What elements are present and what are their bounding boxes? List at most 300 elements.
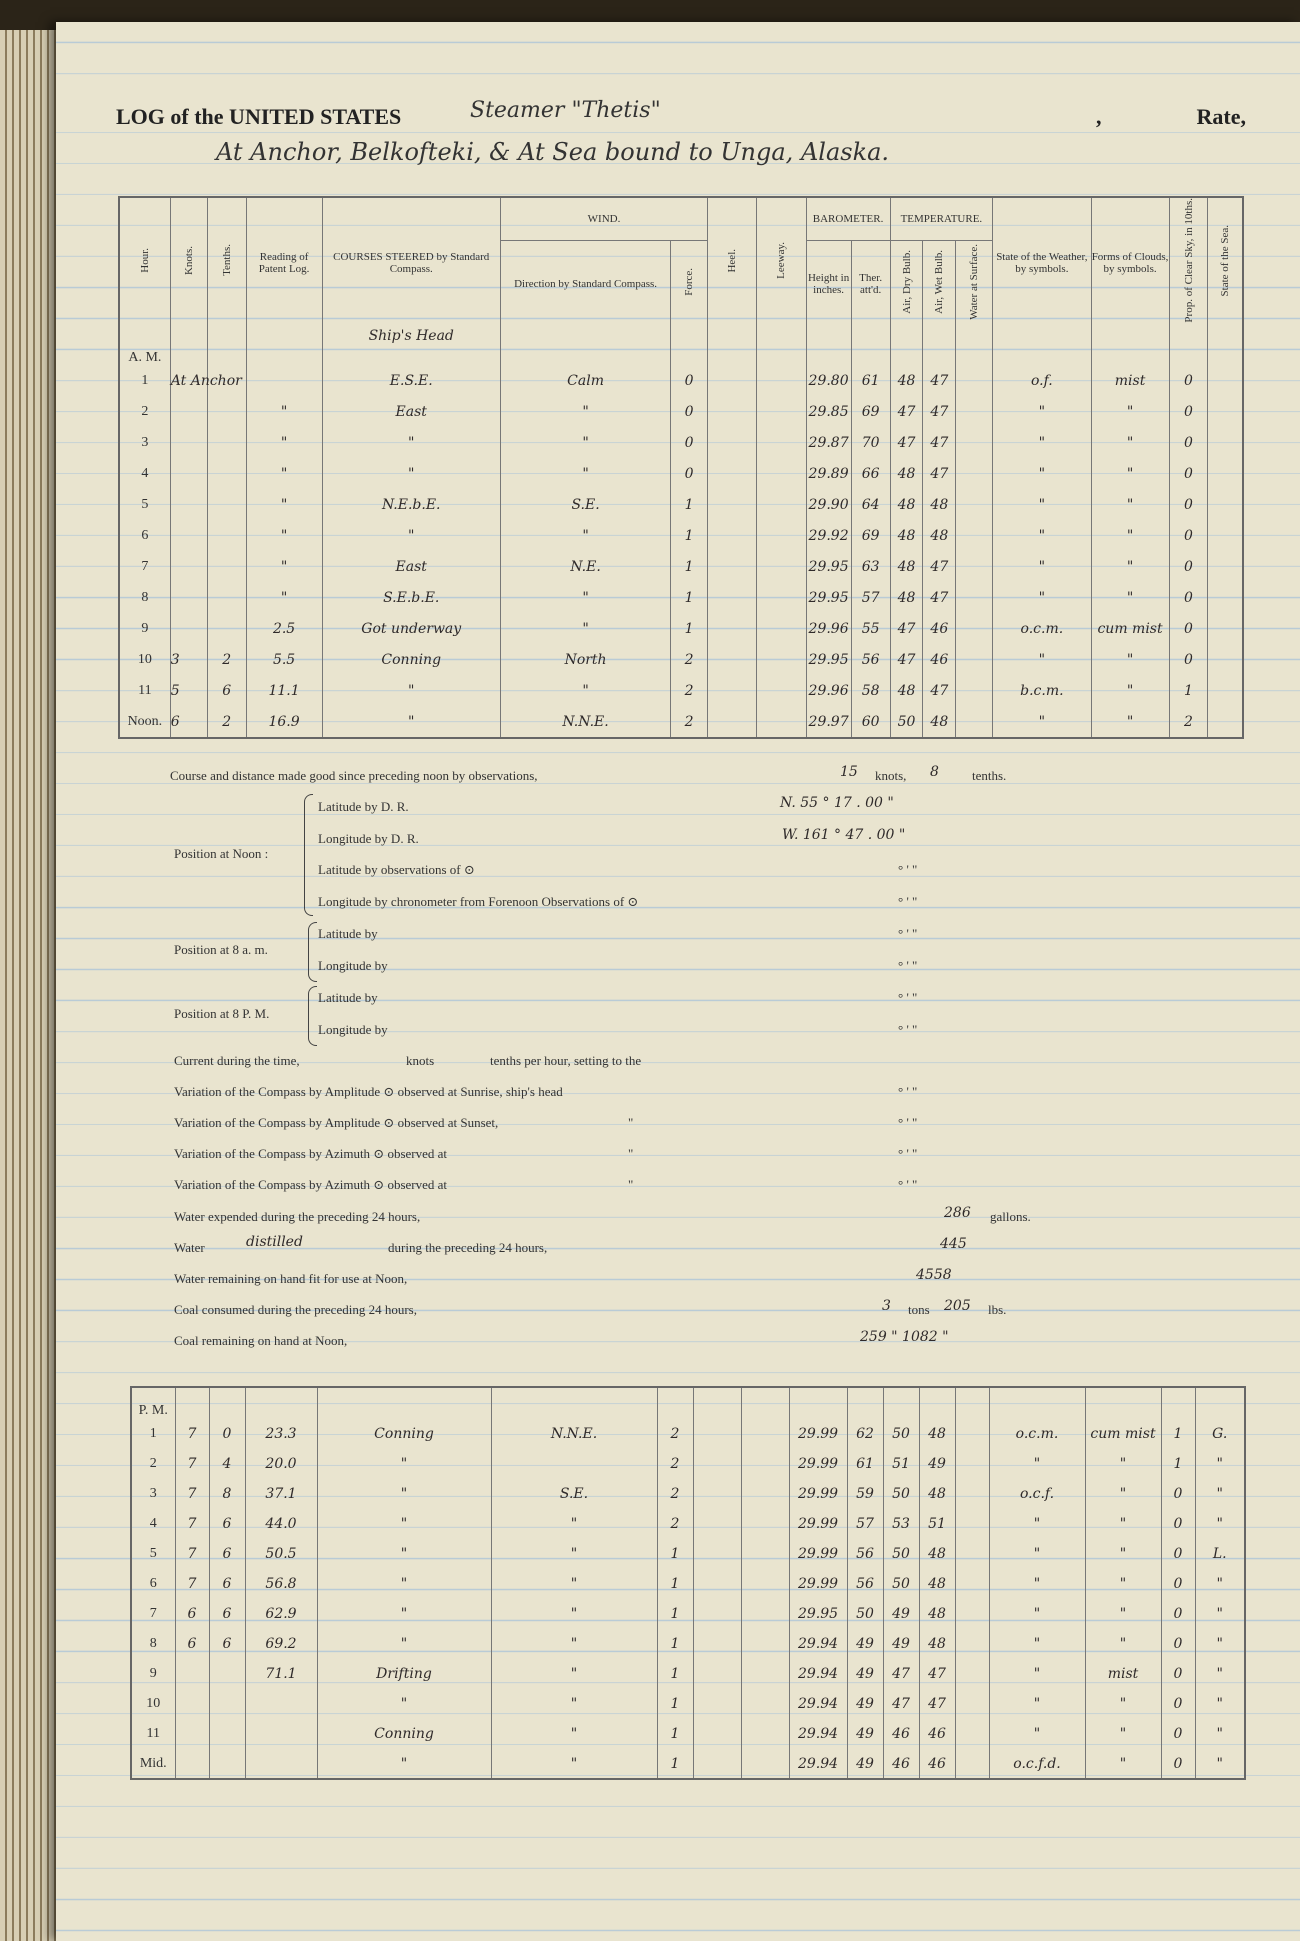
pm-cell-clear: 1 bbox=[1161, 1449, 1195, 1479]
pm-cell-force: 1 bbox=[657, 1659, 693, 1689]
am-cell-tenths: 2 bbox=[207, 707, 246, 738]
position-noon-label: Position at Noon : bbox=[174, 846, 269, 861]
pm-cell-empty bbox=[693, 1689, 741, 1719]
lon-dr-label: Longitude by D. R. bbox=[318, 831, 419, 846]
pm-cell-height: 29.99 bbox=[789, 1419, 847, 1449]
lon-8am-label: Longitude by bbox=[318, 958, 388, 973]
am-cell-ther: 69 bbox=[851, 397, 890, 428]
am-cell-empty bbox=[757, 614, 806, 645]
am-cell-weather: b.c.m. bbox=[993, 676, 1091, 707]
pm-cell-force: 1 bbox=[657, 1629, 693, 1659]
pm-log-table bbox=[130, 1386, 1246, 1780]
am-cell-knots bbox=[170, 428, 207, 459]
lat-dr-value: N. 55 ° 17 . 00 " bbox=[780, 795, 894, 811]
am-cell-wet: 47 bbox=[923, 676, 956, 707]
am-cell-tenths bbox=[207, 397, 246, 428]
am-cell-empty bbox=[757, 366, 806, 397]
am-cell-course: E.S.E. bbox=[322, 366, 500, 397]
am-cell-wind: " bbox=[500, 676, 670, 707]
am-row bbox=[119, 583, 1243, 614]
am-cell-wind: " bbox=[500, 583, 670, 614]
pm-cell-tenths bbox=[209, 1719, 245, 1749]
pm-cell-clouds: mist bbox=[1085, 1659, 1161, 1689]
am-cell-tenths bbox=[207, 521, 246, 552]
current-tenths: tenths per hour, setting to the bbox=[490, 1053, 642, 1068]
pm-cell-wet: 48 bbox=[919, 1419, 955, 1449]
am-cell-empty bbox=[757, 552, 806, 583]
pm-row bbox=[131, 1449, 1245, 1479]
pm-cell-empty bbox=[741, 1689, 789, 1719]
pm-cell-knots: 7 bbox=[175, 1569, 209, 1599]
am-cell-log: " bbox=[246, 583, 322, 614]
pm-cell-force: 1 bbox=[657, 1749, 693, 1779]
am-cell-force: 1 bbox=[671, 583, 708, 614]
pm-cell-force: 1 bbox=[657, 1569, 693, 1599]
am-cell-sea bbox=[1208, 490, 1243, 521]
am-cell-hour: 6 bbox=[119, 521, 170, 552]
pm-cell-force: 1 bbox=[657, 1599, 693, 1629]
am-cell-dry: 48 bbox=[890, 552, 923, 583]
am-cell-empty bbox=[708, 552, 757, 583]
ships-head-note: Ship's Head bbox=[322, 328, 500, 366]
pm-cell-knots: 6 bbox=[175, 1599, 209, 1629]
water-word: Water bbox=[174, 1240, 205, 1255]
am-cell-knots bbox=[170, 614, 207, 645]
am-cell-log: 5.5 bbox=[246, 645, 322, 676]
pm-cell-wet: 48 bbox=[919, 1629, 955, 1659]
am-cell-wet: 47 bbox=[923, 397, 956, 428]
pm-cell-empty bbox=[693, 1539, 741, 1569]
am-cell-dry: 47 bbox=[890, 614, 923, 645]
col-air-wet: Air, Wet Bulb. bbox=[933, 249, 946, 314]
pm-cell-wet: 48 bbox=[919, 1479, 955, 1509]
am-cell-force: 2 bbox=[671, 707, 708, 738]
col-wind-direction: Direction by Standard Compass. bbox=[500, 240, 670, 328]
am-cell-wind: North bbox=[500, 645, 670, 676]
am-cell-force: 1 bbox=[671, 552, 708, 583]
voyage-subtitle: At Anchor, Belkofteki, & At Sea bound to Unga, Alaska. bbox=[216, 138, 890, 166]
pm-cell-clouds: " bbox=[1085, 1629, 1161, 1659]
pm-cell-ther: 50 bbox=[847, 1599, 883, 1629]
pm-cell-hour: 4 bbox=[131, 1509, 175, 1539]
pm-cell-empty bbox=[955, 1689, 989, 1719]
lbs-word: lbs. bbox=[988, 1302, 1007, 1317]
am-cell-force: 1 bbox=[671, 521, 708, 552]
rate-label: Rate, bbox=[1196, 104, 1246, 129]
am-cell-course: East bbox=[322, 552, 500, 583]
am-cell-sea bbox=[1208, 552, 1243, 583]
pm-cell-empty bbox=[955, 1479, 989, 1509]
am-cell-wind: " bbox=[500, 614, 670, 645]
pm-cell-clear: 0 bbox=[1161, 1539, 1195, 1569]
am-cell-empty bbox=[757, 583, 806, 614]
col-knots: Knots. bbox=[182, 245, 195, 275]
am-cell-sea bbox=[1208, 583, 1243, 614]
pm-cell-empty bbox=[955, 1419, 989, 1449]
am-cell-water bbox=[956, 521, 993, 552]
col-barometer: BAROMETER. bbox=[806, 197, 890, 240]
sunset-ditto: " bbox=[628, 1115, 634, 1130]
pm-cell-log: 62.9 bbox=[245, 1599, 317, 1629]
pm-cell-wind: " bbox=[491, 1509, 657, 1539]
pm-cell-course: " bbox=[317, 1689, 491, 1719]
am-cell-clouds: " bbox=[1091, 707, 1169, 738]
pm-cell-height: 29.95 bbox=[789, 1599, 847, 1629]
pm-cell-log: 23.3 bbox=[245, 1419, 317, 1449]
am-label: A. M. bbox=[119, 328, 170, 366]
lat-8pm-label: Latitude by bbox=[318, 990, 378, 1005]
am-cell-height: 29.95 bbox=[806, 583, 851, 614]
am-cell-wind: Calm bbox=[500, 366, 670, 397]
pm-row bbox=[131, 1419, 1245, 1449]
pm-cell-clear: 0 bbox=[1161, 1569, 1195, 1599]
pm-cell-log bbox=[245, 1719, 317, 1749]
pm-cell-weather: " bbox=[989, 1449, 1085, 1479]
course-distance-label: Course and distance made good since preceding noon by observations, bbox=[170, 768, 538, 783]
am-cell-clear: 0 bbox=[1169, 645, 1208, 676]
am-cell-empty bbox=[708, 614, 757, 645]
tons-word: tons bbox=[908, 1302, 930, 1317]
pm-cell-empty bbox=[693, 1749, 741, 1779]
am-cell-water bbox=[956, 459, 993, 490]
pm-cell-empty bbox=[955, 1449, 989, 1479]
am-cell-dry: 48 bbox=[890, 459, 923, 490]
sunset-marks: ° ' " bbox=[898, 1115, 918, 1130]
col-height: Height in inches. bbox=[806, 240, 851, 328]
pm-cell-empty bbox=[955, 1629, 989, 1659]
am-row bbox=[119, 459, 1243, 490]
am-cell-knots bbox=[170, 459, 207, 490]
am-cell-wind: " bbox=[500, 428, 670, 459]
pm-cell-dry: 49 bbox=[883, 1629, 919, 1659]
am-cell-tenths bbox=[207, 614, 246, 645]
am-cell-height: 29.95 bbox=[806, 645, 851, 676]
pm-row bbox=[131, 1719, 1245, 1749]
pm-cell-knots bbox=[175, 1749, 209, 1779]
am-cell-sea bbox=[1208, 676, 1243, 707]
am-cell-hour: 9 bbox=[119, 614, 170, 645]
pm-cell-clouds: " bbox=[1085, 1509, 1161, 1539]
pm-row bbox=[131, 1539, 1245, 1569]
pm-cell-ther: 49 bbox=[847, 1659, 883, 1689]
pm-cell-empty bbox=[741, 1659, 789, 1689]
pm-cell-dry: 50 bbox=[883, 1569, 919, 1599]
pm-cell-log: 56.8 bbox=[245, 1569, 317, 1599]
am-cell-clouds: " bbox=[1091, 428, 1169, 459]
am-row bbox=[119, 707, 1243, 738]
pm-cell-wet: 48 bbox=[919, 1569, 955, 1599]
am-cell-clouds: " bbox=[1091, 552, 1169, 583]
pm-cell-empty bbox=[693, 1509, 741, 1539]
pm-cell-force: 2 bbox=[657, 1419, 693, 1449]
pm-cell-dry: 51 bbox=[883, 1449, 919, 1479]
am-cell-wind: " bbox=[500, 521, 670, 552]
am-cell-knots: 3 bbox=[170, 645, 207, 676]
pm-cell-clouds: " bbox=[1085, 1539, 1161, 1569]
am-cell-sea bbox=[1208, 459, 1243, 490]
pm-cell-empty bbox=[693, 1449, 741, 1479]
pm-cell-course: " bbox=[317, 1569, 491, 1599]
am-cell-hour: 3 bbox=[119, 428, 170, 459]
azimuth-1-ditto: " bbox=[628, 1146, 634, 1161]
sunrise-marks: ° ' " bbox=[898, 1084, 918, 1099]
pm-cell-tenths: 6 bbox=[209, 1509, 245, 1539]
pm-cell-wind: " bbox=[491, 1659, 657, 1689]
am-row bbox=[119, 552, 1243, 583]
pm-cell-empty bbox=[693, 1479, 741, 1509]
pm-cell-empty bbox=[955, 1539, 989, 1569]
col-heel: Heel. bbox=[726, 248, 739, 273]
pm-cell-hour: 8 bbox=[131, 1629, 175, 1659]
am-cell-weather: " bbox=[993, 428, 1091, 459]
am-cell-force: 1 bbox=[671, 490, 708, 521]
pm-cell-course: " bbox=[317, 1539, 491, 1569]
pm-cell-weather: " bbox=[989, 1659, 1085, 1689]
book-binding bbox=[0, 30, 56, 1941]
pm-cell-clouds: " bbox=[1085, 1689, 1161, 1719]
pm-cell-tenths: 6 bbox=[209, 1629, 245, 1659]
pm-cell-hour: 11 bbox=[131, 1719, 175, 1749]
pm-cell-weather: o.c.f.d. bbox=[989, 1749, 1085, 1779]
am-cell-dry: 48 bbox=[890, 521, 923, 552]
pm-cell-knots: 7 bbox=[175, 1509, 209, 1539]
pm-cell-wet: 47 bbox=[919, 1689, 955, 1719]
am-cell-tenths: 6 bbox=[207, 676, 246, 707]
am-cell-dry: 48 bbox=[890, 366, 923, 397]
pm-cell-sea: " bbox=[1195, 1719, 1245, 1749]
am-cell-ther: 55 bbox=[851, 614, 890, 645]
am-cell-wet: 48 bbox=[923, 490, 956, 521]
am-cell-water bbox=[956, 614, 993, 645]
pm-cell-ther: 49 bbox=[847, 1749, 883, 1779]
pm-cell-force: 2 bbox=[657, 1509, 693, 1539]
pm-cell-course: " bbox=[317, 1479, 491, 1509]
pm-cell-course: " bbox=[317, 1749, 491, 1779]
am-cell-force: 2 bbox=[671, 676, 708, 707]
col-tenths: Tenths. bbox=[220, 244, 233, 277]
am-cell-hour: 7 bbox=[119, 552, 170, 583]
am-cell-wet: 47 bbox=[923, 552, 956, 583]
col-water-surface: Water at Surface. bbox=[968, 243, 981, 320]
pm-cell-height: 29.99 bbox=[789, 1449, 847, 1479]
am-cell-wind: " bbox=[500, 397, 670, 428]
pm-cell-log: 37.1 bbox=[245, 1479, 317, 1509]
am-cell-log: 2.5 bbox=[246, 614, 322, 645]
pm-cell-hour: 10 bbox=[131, 1689, 175, 1719]
am-cell-weather: o.f. bbox=[993, 366, 1091, 397]
variation-azimuth-2: Variation of the Compass by Azimuth ⊙ observed at bbox=[174, 1177, 448, 1192]
pm-cell-clear: 0 bbox=[1161, 1749, 1195, 1779]
pm-cell-weather: " bbox=[989, 1539, 1085, 1569]
pm-row bbox=[131, 1509, 1245, 1539]
am-cell-tenths bbox=[207, 583, 246, 614]
pm-cell-log: 69.2 bbox=[245, 1629, 317, 1659]
pm-cell-empty bbox=[741, 1599, 789, 1629]
variation-sunrise: Variation of the Compass by Amplitude ⊙ observed at Sunrise, ship's head bbox=[174, 1084, 563, 1099]
am-cell-dry: 48 bbox=[890, 676, 923, 707]
am-cell-water bbox=[956, 397, 993, 428]
am-cell-ther: 60 bbox=[851, 707, 890, 738]
pm-cell-clear: 0 bbox=[1161, 1659, 1195, 1689]
am-cell-course: East bbox=[322, 397, 500, 428]
am-cell-weather: " bbox=[993, 459, 1091, 490]
am-cell-dry: 48 bbox=[890, 490, 923, 521]
am-cell-wind: N.N.E. bbox=[500, 707, 670, 738]
am-cell-clear: 0 bbox=[1169, 614, 1208, 645]
pm-cell-empty bbox=[693, 1569, 741, 1599]
azimuth-2-ditto: " bbox=[628, 1177, 634, 1192]
am-cell-log: 11.1 bbox=[246, 676, 322, 707]
am-cell-wet: 47 bbox=[923, 366, 956, 397]
pm-cell-empty bbox=[693, 1659, 741, 1689]
pm-cell-ther: 49 bbox=[847, 1689, 883, 1719]
pm-cell-course: " bbox=[317, 1449, 491, 1479]
lat-8pm-marks: ° ' " bbox=[898, 990, 918, 1005]
pm-cell-hour: 9 bbox=[131, 1659, 175, 1689]
pm-cell-clear: 0 bbox=[1161, 1599, 1195, 1629]
pm-cell-knots bbox=[175, 1719, 209, 1749]
log-title: LOG of the UNITED STATES bbox=[116, 104, 402, 129]
col-clear-sky: Prop. of Clear Sky, in 10ths. bbox=[1182, 198, 1195, 323]
pm-cell-weather: " bbox=[989, 1509, 1085, 1539]
lat-8am-marks: ° ' " bbox=[898, 926, 918, 941]
vessel-name: Steamer "Thetis" bbox=[470, 98, 661, 123]
pm-cell-tenths bbox=[209, 1689, 245, 1719]
am-cell-clouds: " bbox=[1091, 645, 1169, 676]
pm-row bbox=[131, 1599, 1245, 1629]
log-header bbox=[116, 98, 1246, 138]
am-cell-knots bbox=[170, 552, 207, 583]
pm-cell-knots: 7 bbox=[175, 1449, 209, 1479]
pm-cell-empty bbox=[955, 1749, 989, 1779]
pm-cell-empty bbox=[955, 1599, 989, 1629]
pm-cell-hour: 2 bbox=[131, 1449, 175, 1479]
position-8pm-label: Position at 8 P. M. bbox=[174, 1006, 270, 1021]
pm-cell-log bbox=[245, 1749, 317, 1779]
pm-cell-log: 71.1 bbox=[245, 1659, 317, 1689]
lon-chron-label: Longitude by chronometer from Forenoon Observations of ⊙ bbox=[318, 894, 639, 909]
am-cell-course: " bbox=[322, 459, 500, 490]
am-cell-ther: 61 bbox=[851, 366, 890, 397]
am-cell-empty bbox=[757, 645, 806, 676]
pm-cell-ther: 49 bbox=[847, 1719, 883, 1749]
pm-cell-tenths: 4 bbox=[209, 1449, 245, 1479]
am-cell-knots bbox=[170, 583, 207, 614]
am-cell-clouds: " bbox=[1091, 397, 1169, 428]
pm-cell-force: 2 bbox=[657, 1449, 693, 1479]
pm-cell-empty bbox=[693, 1419, 741, 1449]
pm-cell-force: 1 bbox=[657, 1719, 693, 1749]
am-row bbox=[119, 490, 1243, 521]
pm-cell-knots bbox=[175, 1659, 209, 1689]
am-cell-knots bbox=[170, 490, 207, 521]
pm-cell-clear: 0 bbox=[1161, 1509, 1195, 1539]
pm-cell-tenths: 0 bbox=[209, 1419, 245, 1449]
am-cell-wet: 48 bbox=[923, 707, 956, 738]
pm-cell-clouds: " bbox=[1085, 1479, 1161, 1509]
pm-cell-wind: " bbox=[491, 1689, 657, 1719]
lon-8am-marks: ° ' " bbox=[898, 958, 918, 973]
pm-cell-log: 20.0 bbox=[245, 1449, 317, 1479]
pm-cell-sea: " bbox=[1195, 1479, 1245, 1509]
am-cell-dry: 50 bbox=[890, 707, 923, 738]
pm-cell-knots: 6 bbox=[175, 1629, 209, 1659]
pm-cell-height: 29.94 bbox=[789, 1749, 847, 1779]
col-sea: State of the Sea. bbox=[1219, 224, 1232, 297]
am-cell-wet: 48 bbox=[923, 521, 956, 552]
am-row bbox=[119, 676, 1243, 707]
am-cell-empty bbox=[757, 459, 806, 490]
am-cell-tenths bbox=[207, 490, 246, 521]
lon-dr-value: W. 161 ° 47 . 00 " bbox=[782, 827, 906, 843]
pm-cell-dry: 53 bbox=[883, 1509, 919, 1539]
pm-cell-height: 29.94 bbox=[789, 1719, 847, 1749]
am-cell-sea bbox=[1208, 397, 1243, 428]
pm-cell-dry: 49 bbox=[883, 1599, 919, 1629]
am-cell-empty bbox=[757, 397, 806, 428]
pm-cell-weather: " bbox=[989, 1629, 1085, 1659]
am-cell-water bbox=[956, 583, 993, 614]
pm-cell-empty bbox=[955, 1719, 989, 1749]
am-cell-water bbox=[956, 676, 993, 707]
col-air-dry: Air, Dry Bulb. bbox=[900, 249, 913, 314]
am-cell-clouds: " bbox=[1091, 521, 1169, 552]
am-cell-clouds: " bbox=[1091, 583, 1169, 614]
pm-row bbox=[131, 1479, 1245, 1509]
pm-cell-ther: 59 bbox=[847, 1479, 883, 1509]
pm-cell-weather: " bbox=[989, 1569, 1085, 1599]
water-expended-value: 286 bbox=[944, 1205, 971, 1221]
pm-cell-course: Conning bbox=[317, 1419, 491, 1449]
col-patent-log: Reading of Patent Log. bbox=[246, 197, 322, 328]
am-cell-wet: 46 bbox=[923, 645, 956, 676]
am-cell-height: 29.95 bbox=[806, 552, 851, 583]
am-cell-dry: 47 bbox=[890, 397, 923, 428]
pm-cell-clouds: " bbox=[1085, 1449, 1161, 1479]
am-cell-clouds: cum mist bbox=[1091, 614, 1169, 645]
pm-cell-sea: " bbox=[1195, 1689, 1245, 1719]
pm-cell-empty bbox=[741, 1479, 789, 1509]
am-cell-empty bbox=[708, 676, 757, 707]
pm-cell-dry: 46 bbox=[883, 1719, 919, 1749]
am-row bbox=[119, 645, 1243, 676]
pm-row bbox=[131, 1629, 1245, 1659]
pm-cell-empty bbox=[741, 1449, 789, 1479]
pm-cell-weather: o.c.m. bbox=[989, 1419, 1085, 1449]
pm-cell-empty bbox=[955, 1569, 989, 1599]
am-cell-height: 29.97 bbox=[806, 707, 851, 738]
pm-cell-log: 44.0 bbox=[245, 1509, 317, 1539]
pm-cell-sea: " bbox=[1195, 1449, 1245, 1479]
pm-cell-knots: 7 bbox=[175, 1539, 209, 1569]
am-cell-ther: 69 bbox=[851, 521, 890, 552]
am-cell-clouds: " bbox=[1091, 676, 1169, 707]
pm-row bbox=[131, 1689, 1245, 1719]
pm-cell-tenths: 8 bbox=[209, 1479, 245, 1509]
am-cell-tenths bbox=[207, 428, 246, 459]
am-cell-clear: 0 bbox=[1169, 583, 1208, 614]
knots-word: knots, bbox=[875, 768, 907, 783]
am-cell-empty bbox=[757, 707, 806, 738]
am-cell-sea bbox=[1208, 366, 1243, 397]
pm-cell-hour: 3 bbox=[131, 1479, 175, 1509]
am-cell-empty bbox=[708, 521, 757, 552]
pm-cell-weather: " bbox=[989, 1689, 1085, 1719]
pm-cell-knots bbox=[175, 1689, 209, 1719]
am-cell-water bbox=[956, 552, 993, 583]
pm-cell-tenths: 6 bbox=[209, 1569, 245, 1599]
pm-cell-ther: 62 bbox=[847, 1419, 883, 1449]
